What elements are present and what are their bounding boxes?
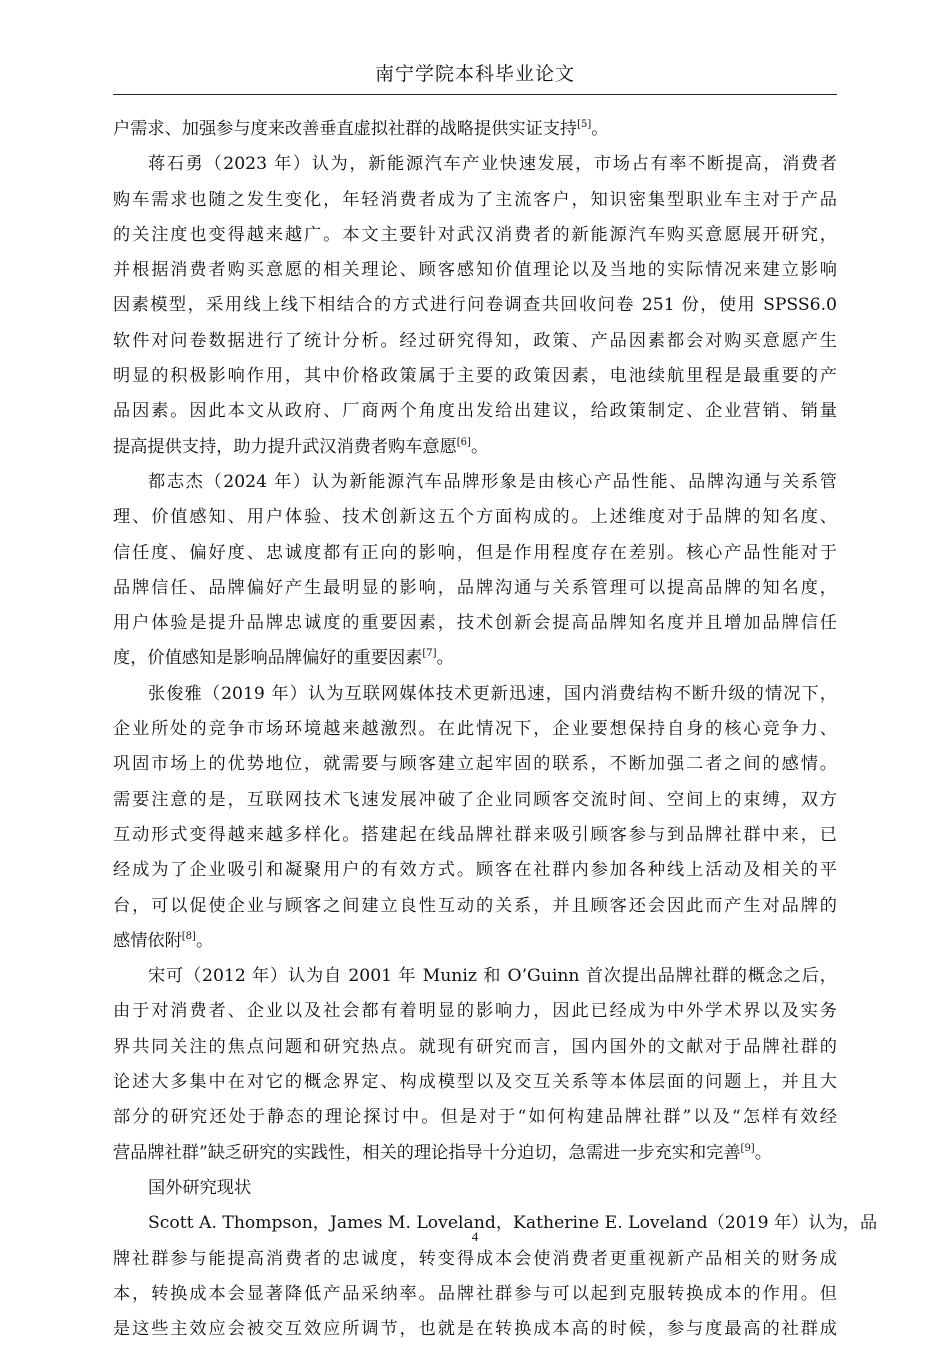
text-line bbox=[113, 606, 837, 641]
sentence-end-punctuation: 。 bbox=[591, 119, 609, 139]
text-line bbox=[113, 994, 837, 1029]
text-line-content: 营品牌社群”缺乏研究的实践性，相关的理论指导十分迫切，急需进一步充实和完善 bbox=[113, 1142, 741, 1163]
text-line-content: 购车需求也随之发生变化，年轻消费者成为了主流客户，知识密集型职业车主对于产品 bbox=[113, 189, 837, 210]
sentence-end-punctuation: 。 bbox=[754, 1142, 772, 1163]
text-line-content: 感情依附 bbox=[113, 930, 182, 951]
citation-reference: [5] bbox=[577, 119, 592, 130]
text-line bbox=[113, 783, 837, 818]
text-line bbox=[113, 465, 837, 500]
text-line-content: 互动形式变得越来越多样化。搭建起在线品牌社群来吸引顾客参与到品牌社群中来，已 bbox=[113, 824, 837, 845]
text-line-content: 部分的研究还处于静态的理论探讨中。但是对于“如何构建品牌社群”以及“怎样有效经 bbox=[113, 1107, 837, 1128]
text-line-content: 界共同关注的焦点问题和研究热点。就现有研究而言，国内国外的文献对于品牌社群的 bbox=[113, 1036, 837, 1057]
text-line bbox=[113, 959, 837, 994]
text-line bbox=[113, 430, 837, 465]
text-line bbox=[113, 147, 837, 182]
text-line-content: 经成为了企业吸引和凝聚用户的有效方式。顾客在社群内参加各种线上活动及相关的平 bbox=[113, 860, 837, 881]
text-line-content: 是这些主效应会被交互效应所调节，也就是在转换成本高的时候，参与度最高的社群成 bbox=[113, 1319, 837, 1340]
text-line-content: 牌社群参与能提高消费者的忠诚度，转变得成本会使消费者更重视新产品相关的财务成 bbox=[113, 1248, 837, 1269]
text-line bbox=[113, 1242, 837, 1277]
sentence-end-punctuation: 。 bbox=[195, 930, 214, 951]
header-divider bbox=[113, 94, 837, 95]
text-line bbox=[113, 288, 837, 323]
citation-reference: [6] bbox=[456, 436, 471, 448]
text-line bbox=[113, 183, 837, 218]
text-line bbox=[113, 324, 837, 359]
text-line-content: 论述大多集中在对它的概念界定、构成模型以及交互关系等本体层面的问题上，并且大 bbox=[113, 1072, 837, 1093]
text-line bbox=[113, 1100, 837, 1135]
text-line-content: 提高提供支持，助力提升武汉消费者购车意愿 bbox=[113, 436, 457, 457]
text-line-content: 户需求、加强参与度来改善垂直虚拟社群的战略提供实证支持 bbox=[113, 119, 578, 139]
text-line-content: 台，可以促使企业与顾客之间建立良性互动的关系，并且顾客还会因此而产生对品牌的 bbox=[113, 895, 837, 916]
text-line bbox=[113, 1136, 837, 1171]
text-line bbox=[113, 1312, 837, 1347]
text-line bbox=[113, 1277, 837, 1312]
text-line bbox=[113, 253, 837, 288]
text-line-content: 信任度、偏好度、忠诚度都有正向的影响，但是作用程度存在差别。核心产品性能对于 bbox=[113, 542, 837, 563]
text-line bbox=[113, 641, 837, 676]
page-number: 4 bbox=[471, 1229, 479, 1244]
text-line bbox=[113, 853, 837, 888]
text-line-content: 需要注意的是，互联网技术飞速发展冲破了企业同顾客交流时间、空间上的束缚，双方 bbox=[113, 789, 837, 810]
text-line-content: 蒋石勇（2023 年）认为，新能源汽车产业快速发展，市场占有率不断提高，消费者 bbox=[148, 154, 837, 175]
text-line bbox=[113, 218, 837, 253]
text-line-content: 宋可（2012 年）认为自 2001 年 Muniz 和 O’Guinn 首次提出品牌社群的概念之后， bbox=[148, 966, 837, 987]
text-line bbox=[113, 747, 837, 782]
text-line-content: 因素模型，采用线上线下相结合的方式进行问卷调查共回收问卷 251 份，使用 SPSS6.0 bbox=[113, 295, 837, 316]
text-line-content: 本，转换成本会显著降低产品采纳率。品牌社群参与可以起到克服转换成本的作用。但 bbox=[113, 1283, 837, 1304]
text-line-content: 巩固市场上的优势地位，就需要与顾客建立起牢固的联系，不断加强二者之间的感情。 bbox=[113, 754, 837, 775]
text-line bbox=[113, 712, 837, 747]
text-line bbox=[113, 924, 837, 959]
text-line-content: 软件对问卷数据进行了统计分析。经过研究得知，政策、产品因素都会对购买意愿产生 bbox=[113, 330, 837, 351]
text-line bbox=[113, 1065, 837, 1100]
text-line bbox=[113, 818, 837, 853]
running-header-title: 南宁学院本科毕业论文 bbox=[374, 63, 575, 85]
text-line bbox=[113, 112, 837, 147]
text-line-content: 品因素。因此本文从政府、厂商两个角度出发给出建议，给政策制定、企业营销、销量 bbox=[113, 401, 837, 422]
text-line bbox=[113, 677, 837, 712]
text-line-content: 品牌信任、品牌偏好产生最明显的影响，品牌沟通与关系管理可以提高品牌的知名度， bbox=[113, 577, 837, 598]
text-line bbox=[113, 536, 837, 571]
text-line-content: 都志杰（2024 年）认为新能源汽车品牌形象是由核心产品性能、品牌沟通与关系管 bbox=[148, 471, 837, 492]
sentence-end-punctuation: 。 bbox=[436, 648, 454, 669]
text-line bbox=[113, 1030, 837, 1065]
text-line-content: 度，价值感知是影响品牌偏好的重要因素 bbox=[113, 648, 423, 669]
text-line-content: 理、价值感知、用户体验、技术创新这五个方面构成的。上述维度对于品牌的知名度、 bbox=[113, 507, 837, 528]
text-line-content: Scott A. Thompson，James M. Loveland，Katherine E. Loveland（2019 年）认为，品 bbox=[148, 1213, 878, 1234]
citation-reference: [9] bbox=[740, 1142, 755, 1154]
text-line-content: 国外研究现状 bbox=[148, 1177, 252, 1198]
text-line bbox=[113, 359, 837, 394]
text-line bbox=[113, 889, 837, 924]
sentence-end-punctuation: 。 bbox=[470, 436, 489, 457]
body-text bbox=[113, 112, 878, 1347]
citation-reference: [8] bbox=[181, 930, 196, 942]
text-line-content: 张俊雅（2019 年）认为互联网媒体技术更新迅速，国内消费结构不断升级的情况下， bbox=[148, 683, 837, 704]
text-line-content: 由于对消费者、企业以及社会都有着明显的影响力，因此已经成为中外学术界以及实务 bbox=[113, 1001, 837, 1022]
text-line-content: 用户体验是提升品牌忠诚度的重要因素，技术创新会提高品牌知名度并且增加品牌信任 bbox=[113, 613, 837, 634]
text-line-content: 并根据消费者购买意愿的相关理论、顾客感知价值理论以及当地的实际情况来建立影响 bbox=[113, 260, 837, 281]
text-line-content: 明显的积极影响作用，其中价格政策属于主要的政策因素，电池续航里程是最重要的产 bbox=[113, 366, 837, 387]
text-line bbox=[113, 571, 837, 606]
text-line-content: 的关注度也变得越来越广。本文主要针对武汉消费者的新能源汽车购买意愿展开研究， bbox=[113, 224, 837, 245]
text-line bbox=[113, 1171, 837, 1206]
text-line bbox=[113, 500, 837, 535]
text-line bbox=[113, 394, 837, 429]
text-line-content: 企业所处的竞争市场环境越来越激烈。在此情况下，企业要想保持自身的核心竞争力、 bbox=[113, 719, 837, 740]
citation-reference: [7] bbox=[422, 648, 437, 660]
